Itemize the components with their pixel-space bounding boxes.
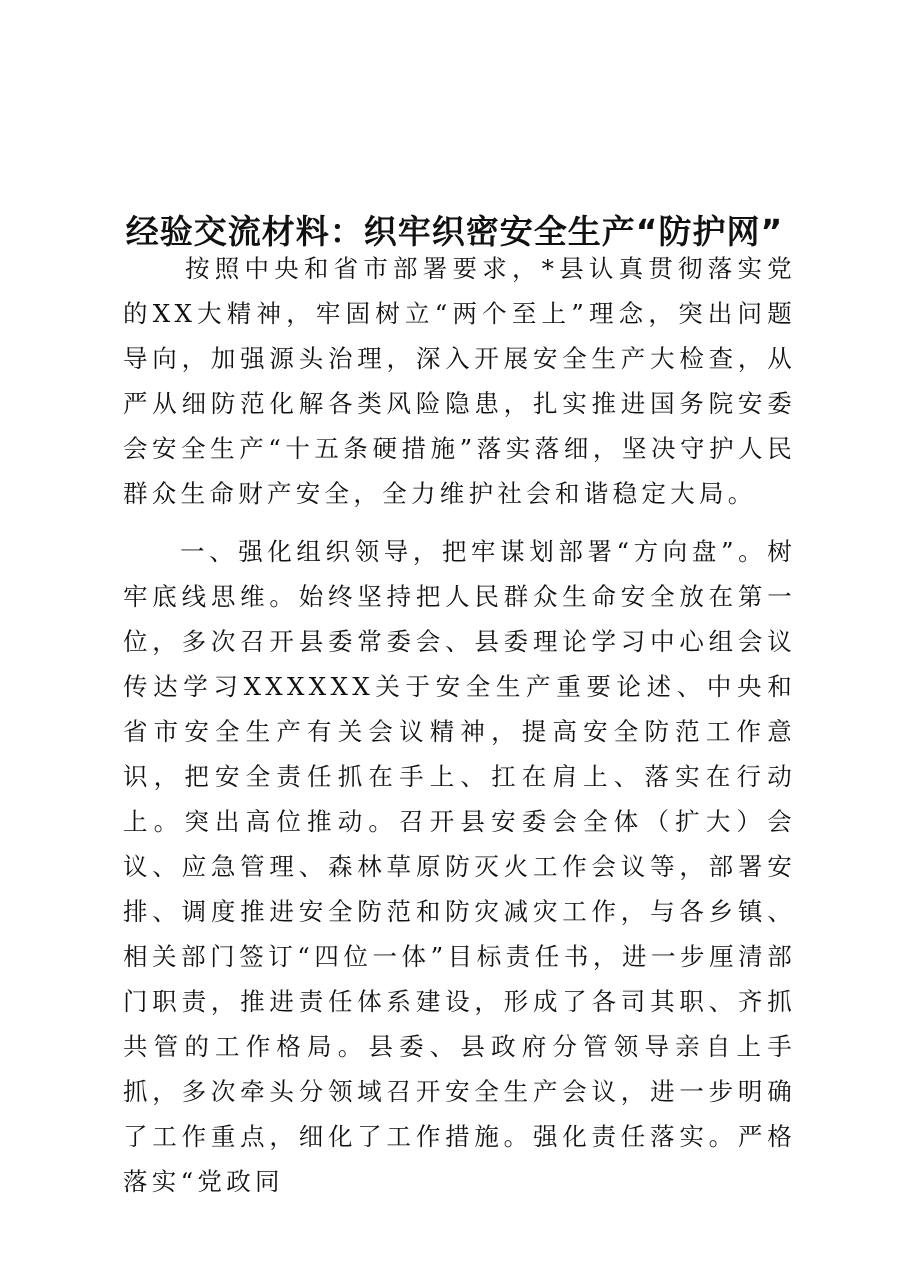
document-body	[123, 246, 796, 1204]
paragraph-intro: 按照中央和省市部署要求，*县认真贯彻落实党的XX大精神，牢固树立“两个至上”理念，突出问题导向，加强源头治理，深入开展安全生产大检查，从严从细防范化解各类风险隐患，扎实推进国务院安委会安全生产“十五条硬措施”落实落细，坚决守护人民群众生命财产安全，全力维护社会和谐稳定大局。	[123, 254, 796, 508]
paragraph-section-one: 一、强化组织领导，把牢谋划部署“方向盘”。树牢底线思维。始终坚持把人民群众生命安全放在第一位，多次召开县委常委会、县委理论学习中心组会议传达学习XXXXXX关于安全生产重要论述、中央和省市安全生产有关会议精神，提高安全防范工作意识，把安全责任抓在手上、扛在肩上、落实在行动上。突出高位推动。召开县安委会全体（扩大）会议、应急管理、森林草原防灭火工作会议等，部署安排、调度推进安全防范和防灾减灾工作，与各乡镇、相关部门签订“四位一体”目标责任书，进一步厘清部门职责，推进责任体系建设，形成了各司其职、齐抓共管的工作格局。县委、县政府分管领导亲自上手抓，多次牵头分领域召开安全生产会议，进一步明确了工作重点，细化了工作措施。强化责任落实。严格落实“党政同	[123, 537, 796, 1196]
document-title: 经验交流材料：织牢织密安全生产“防护网”	[125, 212, 784, 252]
